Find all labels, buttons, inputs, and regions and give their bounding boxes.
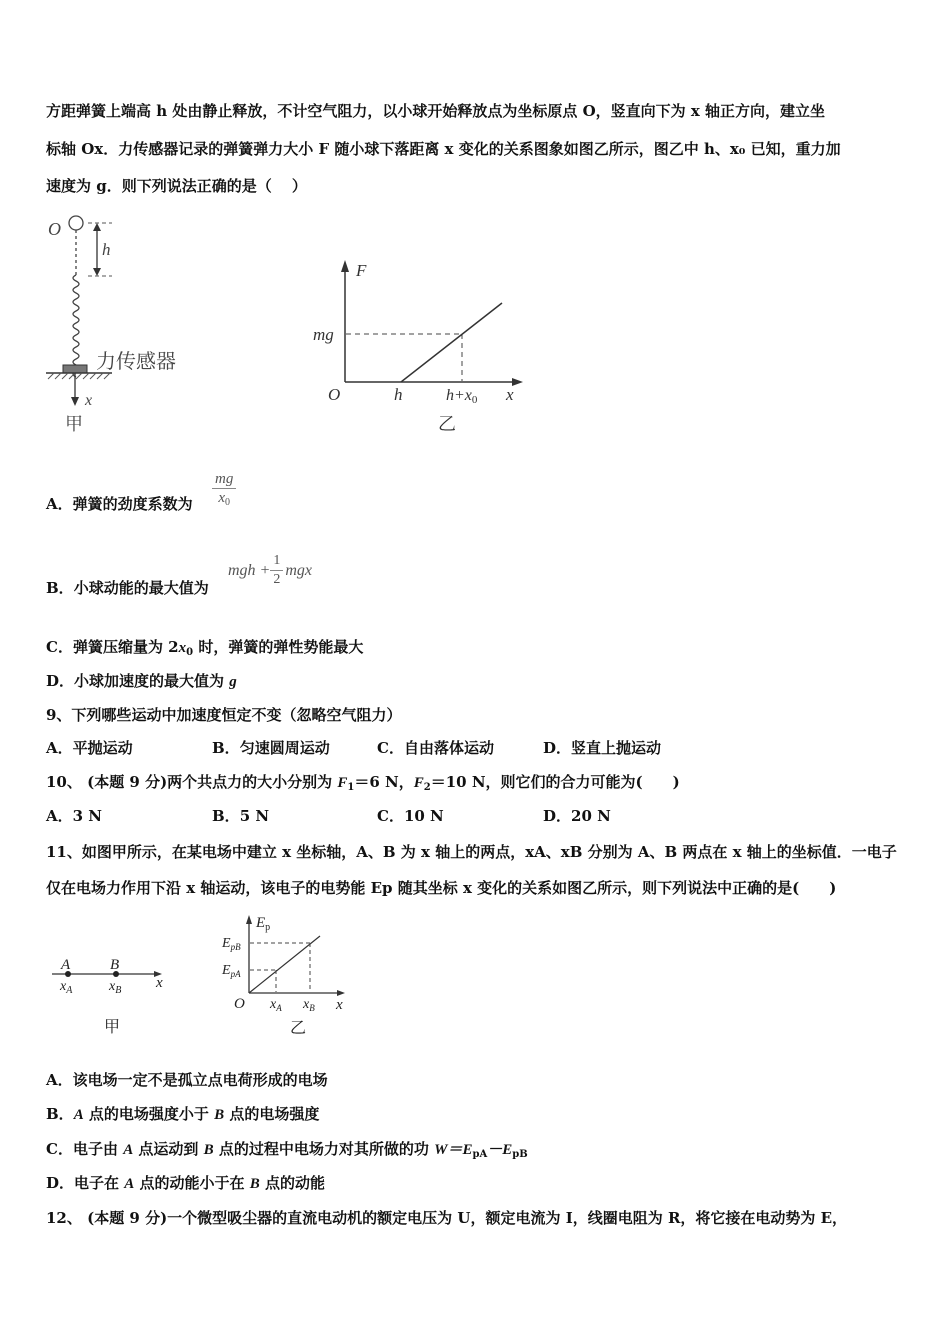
x-axis-label: x — [506, 385, 514, 404]
q8-option-a-formula: $\frac{mg}{x_0}$ — [212, 470, 236, 512]
q8-stem-line-3: 速度为 g．则下列说法正确的是（ ） — [46, 177, 307, 195]
h-label: h — [394, 385, 403, 404]
y-axis-label: F — [356, 261, 367, 280]
epa-label: $E_{pA}$ — [222, 963, 241, 979]
option-label: B． — [46, 579, 74, 597]
point-a-label: A — [61, 957, 71, 973]
q11-figure-jia — [40, 905, 190, 1045]
q10-option-d: D．20 N — [543, 807, 611, 825]
q8-option-d: D．小球加速度的最大值为 g — [46, 672, 237, 690]
q10-stem: 10、 (本题 9 分)两个共点力的大小分别为 $F_1=6$ N，$F_2=10$ N，则它们的合力可能为( ) — [46, 773, 680, 793]
q9-option-a: A．平抛运动 — [46, 739, 133, 757]
xa-label: $x_A$ — [270, 997, 282, 1013]
origin-label: O — [328, 385, 341, 404]
xa-label: $x_A$ — [60, 979, 73, 996]
q8-option-b — [46, 578, 209, 598]
q9-option-c: C．自由落体运动 — [377, 739, 494, 757]
q8-option-b-formula: mgh + $\frac{1}{2}$ mgx — [228, 553, 313, 587]
epb-label: $E_{pB}$ — [222, 936, 241, 952]
q9-option-b: B．匀速圆周运动 — [212, 739, 330, 757]
q8-option-a — [46, 494, 193, 514]
q12-stem-line-1: 12、 (本题 9 分)一个微型吸尘器的直流电动机的额定电压为 U，额定电流为 I，线圈电阻为 R，将它接在电动势为 E， — [46, 1209, 848, 1227]
q8-stem-line-2: 标轴 Ox．力传感器记录的弹簧弹力大小 F 随小球下落距离 x 变化的关系图象如图乙所示，图乙中 h、x₀ 已知，重力加 — [46, 140, 841, 158]
x-axis-label: x — [336, 997, 343, 1013]
q10-option-b: B．5 N — [212, 807, 270, 825]
q10-option-c: C．10 N — [377, 807, 444, 825]
option-label: A． — [46, 495, 73, 513]
height-label: h — [102, 240, 111, 259]
xb-label: $x_B$ — [109, 979, 122, 996]
origin-label: O — [48, 219, 61, 239]
q9-option-d: D．竖直上抛运动 — [543, 739, 662, 757]
q11-stem-line-2: 仅在电场力作用下沿 x 轴运动，该电子的电势能 Ep 随其坐标 x 变化的关系如图乙所示，则下列说法中正确的是( ) — [46, 879, 837, 897]
xb-label: $x_B$ — [303, 997, 315, 1013]
figure-caption: 乙 — [438, 414, 456, 435]
q10-option-a: A．3 N — [46, 807, 103, 825]
figure-caption: 乙 — [290, 1018, 307, 1037]
q11-option-d: D．电子在 A 点的动能小于在 B 点的动能 — [46, 1174, 325, 1192]
q11-option-a: A．该电场一定不是孤立点电荷形成的电场 — [46, 1071, 328, 1089]
q8-figure-yi — [310, 250, 540, 440]
y-axis-label: $E_p$ — [256, 915, 271, 933]
q8-option-c: C．弹簧压缩量为 $2x_0$ 时，弹簧的弹性势能最大 — [46, 638, 364, 658]
q8-figure-jia — [40, 205, 240, 445]
point-b-label: B — [110, 957, 120, 973]
mg-label: mg — [313, 325, 334, 344]
option-text: 小球动能的最大值为 — [73, 579, 209, 597]
q11-option-c: C．电子由 A 点运动到 B 点的过程中电场力对其所做的功 $W=E_{pA}-E_{pB}$ — [46, 1140, 528, 1160]
q8-stem-line-1: 方距弹簧上端高 h 处由静止释放，不计空气阻力，以小球开始释放点为坐标原点 O，竖直向下为 x 轴正方向，建立坐 — [46, 102, 826, 120]
option-text: 弹簧的劲度系数为 — [72, 495, 193, 513]
sensor-label: 力传感器 — [96, 349, 176, 373]
figure-caption: 甲 — [104, 1017, 121, 1036]
q11-option-b: B．A 点的电场强度小于 B 点的电场强度 — [46, 1105, 320, 1123]
x-axis-label: x — [156, 975, 163, 991]
ep-line — [249, 936, 320, 993]
origin-label: O — [234, 996, 245, 1012]
q11-figure-yi — [200, 905, 360, 1040]
q9-stem: 9、下列哪些运动中加速度恒定不变（忽略空气阻力） — [46, 706, 402, 724]
spring-icon — [73, 275, 79, 377]
figure-caption: 甲 — [65, 414, 83, 435]
force-line — [401, 303, 502, 382]
axis-label: x — [85, 392, 93, 409]
q11-stem-line-1: 11、如图甲所示，在某电场中建立 x 坐标轴，A、B 为 x 轴上的两点，xA、xB 分别为 A、B 两点在 x 轴上的坐标值．一电子 — [46, 843, 897, 861]
hx0-label: h+x0 — [446, 387, 478, 406]
